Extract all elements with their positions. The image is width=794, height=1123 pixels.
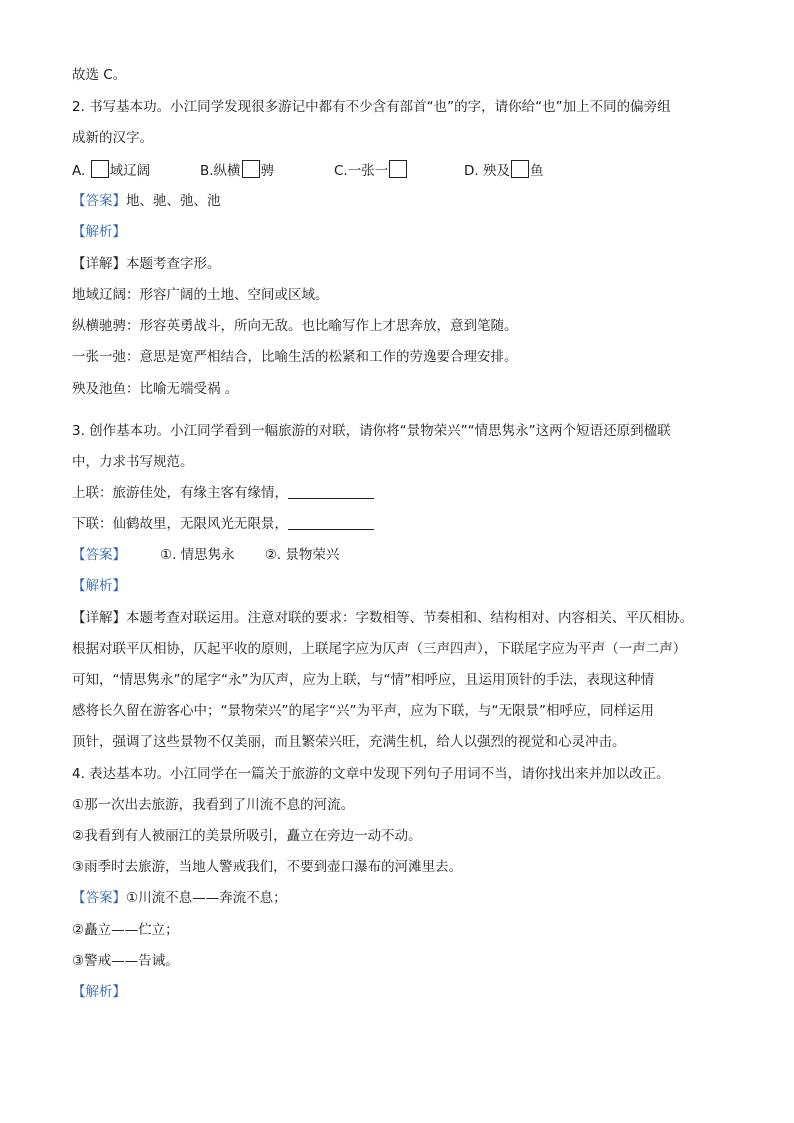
- option-c: C.一张一: [334, 160, 408, 181]
- answer-tag: 【答案】: [72, 547, 126, 563]
- answer-tag: 【答案】: [72, 890, 126, 906]
- option-a: A. 域辽阔: [72, 160, 150, 181]
- question-4-stem: 4. 表达基本功。小江同学在一篇关于旅游的文章中发现下列句子用词不当，请你找出来并加以改正。: [72, 766, 670, 782]
- question-3-stem: 3. 创作基本功。小江同学看到一幅旅游的对联，请你将“景物荣兴”“情思隽永”这两个短语还原到楹联: [72, 423, 671, 439]
- explanation-line: 地域辽阔：形容广阔的土地、空间或区域。: [72, 287, 329, 303]
- answer-line: 【答案】①川流不息——奔流不息；: [72, 890, 287, 906]
- question-4-sentence: ③雨季时去旅游，当地人警戒我们，不要到壶口瀑布的河滩里去。: [72, 859, 463, 875]
- detail-line: 根据对联平仄相协，仄起平收的原则，上联尾字应为仄声（三声四声），下联尾字应为平声（一声二声）: [72, 641, 687, 657]
- option-d: D. 殃及 鱼: [464, 160, 543, 181]
- couplet-upper: 上联：旅游佳处，有缘主客有缘情，: [72, 483, 374, 503]
- option-b: B.纵横 骋: [200, 160, 274, 181]
- explanation-line: 纵横驰骋：形容英勇战斗，所向无敌。也比喻写作上才思奔放，意到笔随。: [72, 318, 518, 334]
- answer-line-cont: ③警戒——告诫。: [72, 953, 179, 969]
- question-4-sentence: ②我看到有人被丽江的美景所吸引，矗立在旁边一动不动。: [72, 828, 422, 844]
- fill-blank: [288, 515, 374, 530]
- answer-box: [91, 160, 109, 178]
- fill-blank: [288, 484, 374, 499]
- answer-line-cont: ②矗立——伫立；: [72, 922, 179, 938]
- answer-box: [389, 160, 407, 178]
- detail-line: 可知，“情思隽永”的尾字“永”为仄声，应为上联，与“情”相呼应，且运用顶针的手法，表现这种情: [72, 672, 654, 688]
- answer-line: 【答案】地、驰、弛、池: [72, 193, 221, 209]
- detail-line: 【详解】本题考查对联运用。注意对联的要求：字数相等、节奏相和、结构相对、内容相关、平仄相协。: [72, 610, 693, 626]
- detail-line: 顶针，强调了这些景物不仅美丽，而且繁荣兴旺，充满生机，给人以强烈的视觉和心灵冲击。: [72, 734, 626, 750]
- question-2-stem-cont: 成新的汉字。: [72, 130, 153, 146]
- couplet-lower: 下联：仙鹤故里，无限风光无限景，: [72, 514, 374, 534]
- analysis-tag: 【解析】: [72, 984, 126, 1000]
- detail-line: 【详解】本题考查字形。: [72, 256, 221, 272]
- detail-tag: 【详解】: [72, 256, 126, 272]
- text-line: 故选 C。: [72, 67, 127, 83]
- answer-box: [242, 160, 260, 178]
- answer-tag: 【答案】: [72, 193, 126, 209]
- answer-box: [511, 160, 529, 178]
- analysis-tag: 【解析】: [72, 578, 126, 594]
- detail-line: 感将长久留在游客心中；“景物荣兴”的尾字“兴”为平声，应为下联，与“无限景”相呼应，同样运用: [72, 703, 654, 719]
- question-3-stem-cont: 中，力求书写规范。: [72, 454, 194, 470]
- detail-tag: 【详解】: [72, 610, 126, 626]
- answer-line: 【答案】 ①. 情思隽永 ②. 景物荣兴: [72, 547, 340, 563]
- question-2-stem: 2. 书写基本功。小江同学发现很多游记中都有不少含有部首“也”的字，请你给“也”加上不同的偏旁组: [72, 99, 671, 115]
- question-4-sentence: ①那一次出去旅游，我看到了川流不息的河流。: [72, 797, 355, 813]
- explanation-line: 殃及池鱼：比喻无端受祸 。: [72, 381, 239, 397]
- analysis-tag: 【解析】: [72, 224, 126, 240]
- explanation-line: 一张一弛：意思是宽严相结合，比喻生活的松紧和工作的劳逸要合理安排。: [72, 349, 518, 365]
